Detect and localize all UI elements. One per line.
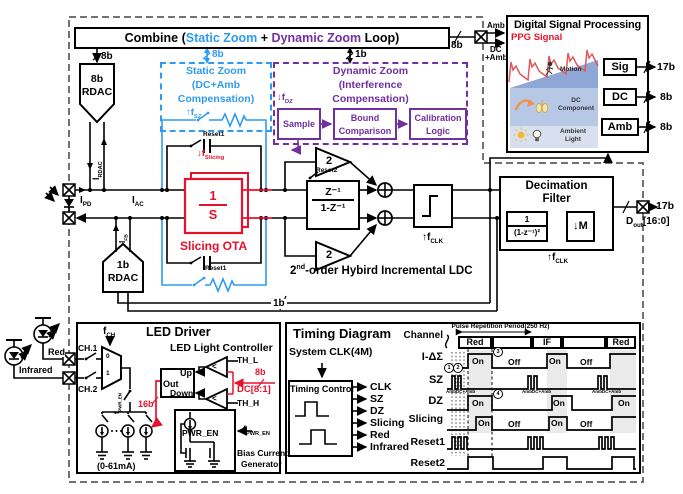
down-label: Down <box>170 388 194 398</box>
bus16-label: 16b <box>138 399 154 409</box>
timing-out-red: Red <box>370 429 390 441</box>
motion-label: Motion <box>560 66 582 73</box>
row-idz: I-ΔΣ <box>421 351 443 363</box>
rdac1-label2: RDAC <box>107 272 139 284</box>
rdac8-label1: 8b <box>90 73 104 85</box>
wave-label-on: On <box>472 356 484 366</box>
sz-amb-label: Amb <box>522 389 532 394</box>
fpwr-en-bias-label: $f_{PWR\_EN}$ <box>243 424 270 437</box>
static-zoom-title3: Compensation) <box>177 93 255 105</box>
channel-seg-red1: Red <box>458 336 492 349</box>
dc-output-box: DC <box>603 88 637 106</box>
combine-label: Combine ( <box>124 31 186 45</box>
ipd-label: $I_{PD}$ <box>80 195 92 208</box>
th-l-label: TH_L <box>237 355 259 365</box>
gain-top-label: 2 <box>326 155 333 167</box>
fclk-decimation-label: $↑f_{CLK}$ <box>547 252 569 265</box>
decimation-title1: Decimation <box>525 180 588 192</box>
integrator-label: $\frac{1}{S}$ <box>199 188 227 222</box>
wave-label-on: On <box>478 418 490 428</box>
static-zoom-title1: Static Zoom <box>185 65 247 77</box>
rdac8-label2: RDAC <box>81 86 113 98</box>
bound-comparison-box: Bound Comparison <box>333 108 397 140</box>
mux-input0-label: 0 <box>106 353 110 360</box>
calibration-logic-box: Calibration Logic <box>409 108 467 140</box>
timing-out-sz: SZ <box>370 393 384 405</box>
dc-component-label1: DC <box>571 97 581 104</box>
wave-label-off: Off <box>580 357 593 367</box>
marker-2: 2 <box>453 363 463 373</box>
marker-1: 1 <box>444 363 454 373</box>
cic-label: $\frac{1}{\text{(1-z⁻¹)²}}$ <box>508 214 546 237</box>
bias-gen-label2: Generator <box>241 459 282 469</box>
sig-output-box: Sig <box>603 58 637 76</box>
ldc-caption: 2nd-order Hybird Incremental LDC <box>290 263 473 277</box>
wave-label-off: Off <box>508 357 521 367</box>
fsz-label: $↑f_{SZ}$ <box>186 107 202 120</box>
period-label: Pulse Repetition Period(250 Hz) <box>451 323 550 330</box>
fpwr-en-mux-label: $f_{PWR\_EN}$ <box>114 393 123 414</box>
sz-amb-label: Amb <box>446 389 456 394</box>
led-controller-title: LED Light Controller <box>170 342 273 354</box>
timing-control-label: Timing Control <box>290 384 354 394</box>
decimation-title2: Filter <box>542 193 571 205</box>
wave-label-off: Off <box>508 419 521 429</box>
combine-dynamic: Dynamic Zoom <box>271 31 362 45</box>
comparator-bottom-glyph: < <box>212 394 217 403</box>
wave-label-on: On <box>553 398 565 408</box>
ambient-light-label1: Ambient <box>560 128 586 135</box>
sz-amb-label: Amb <box>592 389 602 394</box>
sz-dcamb-label: DC+Amb <box>602 389 622 394</box>
timing-out-dz: DZ <box>370 405 384 417</box>
sample-box: Sample <box>277 108 321 140</box>
wave-label-on: On <box>472 398 484 408</box>
rdac1-label1: 1b <box>116 259 130 271</box>
dynamic-zoom-bus: 1b <box>355 49 367 60</box>
fslicing-label: $↓f_{Slicing}$ <box>197 148 225 161</box>
ch2-label: CH.2 <box>78 384 98 394</box>
row-slicing: Slicing <box>408 413 443 425</box>
reset1-bottom-label: Reset1 <box>205 265 227 272</box>
timing-out-infrared: Infrared <box>370 441 410 453</box>
dc-component-label2: Component <box>557 105 595 112</box>
channel-seg-red2: Red <box>606 336 636 349</box>
irdac-label: $I_{RDAC}$ <box>91 161 104 180</box>
red-led-label: Red <box>48 347 66 357</box>
th-h-label: TH_H <box>237 398 260 408</box>
row-reset1: Reset1 <box>410 436 445 448</box>
dsp-title: Digital Signal Processing <box>513 19 642 31</box>
sig-bus-label: 17b <box>657 61 676 73</box>
amb-output-box: Amb <box>601 118 639 136</box>
timing-title: Timing Diagram <box>293 326 392 341</box>
ppg-signal-label: PPG Signal <box>511 32 563 43</box>
row-channel: Channel <box>403 330 443 341</box>
marker-4: 4 <box>493 389 503 399</box>
dout-bus-label: 17b <box>656 200 675 212</box>
wave-label-on: On <box>618 398 630 408</box>
dc-amb-wire-label1: DC <box>490 45 502 54</box>
gain-bottom-label: 2 <box>326 249 333 261</box>
dynamic-zoom-title3: Compensation) <box>332 93 409 105</box>
dc-code-label: DC[8:1] <box>237 384 271 395</box>
fch-label: $f_{CH}$ <box>103 326 116 339</box>
infrared-led-label: Infrared <box>19 365 53 375</box>
dc-bus8-label: 8b <box>255 367 266 377</box>
timing-out-slicing: Slicing <box>370 417 405 429</box>
ambient-light-label2: Light <box>565 136 581 143</box>
static-zoom-bus: 8b <box>212 49 224 60</box>
slicing-ota-label: Slicing OTA <box>180 239 248 253</box>
dynamic-zoom-title2: (Interference <box>338 79 403 91</box>
pwr-en-label: PWR_EN <box>182 428 219 438</box>
channel-seg-blank2 <box>562 336 606 349</box>
dc-bus-label: 8b <box>660 91 673 103</box>
ifb-label: $I_{FB}$ <box>118 234 130 243</box>
wave-label-on: On <box>549 356 561 366</box>
combine-plus: + <box>257 31 272 45</box>
combine-out-bus: 8b <box>451 40 463 51</box>
reset1-top-label: Reset1 <box>203 131 225 138</box>
dynamic-zoom-title1: Dynamic Zoom <box>332 65 409 77</box>
downsample-box: ↓M <box>566 211 595 242</box>
amb-bus-label: 8b <box>660 121 673 133</box>
mux-input1-label: 1 <box>106 370 110 377</box>
reset2-label: Reset2 <box>316 167 338 174</box>
row-reset2: Reset2 <box>410 457 445 469</box>
row-sz: SZ <box>428 374 443 386</box>
wave-label-off: Off <box>580 419 593 429</box>
system-clk-label: System CLK(4M) <box>289 346 373 358</box>
feedback-bus-label: 1b <box>273 298 285 309</box>
out-label: Out <box>163 379 179 389</box>
dc-amb-wire-label2: +Amb <box>485 53 508 62</box>
channel-seg-if: IF <box>532 336 562 349</box>
ch1-label: CH.1 <box>78 343 98 353</box>
bias-gen-label1: Bias Current <box>237 448 289 458</box>
marker-3: 3 <box>493 347 503 357</box>
amb-wire-label: Amb <box>487 21 505 30</box>
static-zoom-title2: (DC+Amb <box>191 79 241 91</box>
led-driver-title: LED Driver <box>146 325 211 339</box>
rdac8-bus-label: 8b <box>101 51 113 62</box>
combine-static: Static Zoom <box>185 31 258 45</box>
fdz-label: $↓f_{DZ}$ <box>277 92 293 105</box>
z-block-label: $\frac{\text{Z⁻¹}}{\text{1-Z⁻¹}}$ <box>312 186 354 214</box>
comparator-top-glyph: < <box>212 362 217 371</box>
combine-suffix: Loop) <box>361 31 400 45</box>
wave-label-on: On <box>551 418 563 428</box>
row-dz: DZ <box>428 395 443 407</box>
sz-dcamb-label: DC+Amb <box>456 389 476 394</box>
current-range-label: (0-61mA) <box>97 461 136 471</box>
dout-label: $D_{out}[16:0]$ <box>626 216 670 229</box>
sz-dcamb-label: DC+Amb <box>532 389 552 394</box>
fclk-comparator-label: $↑f_{CLK}$ <box>422 232 444 245</box>
iac-label: $I_{AC}$ <box>132 195 144 208</box>
timing-out-clk: CLK <box>370 381 392 393</box>
up-label: Up <box>180 368 192 378</box>
